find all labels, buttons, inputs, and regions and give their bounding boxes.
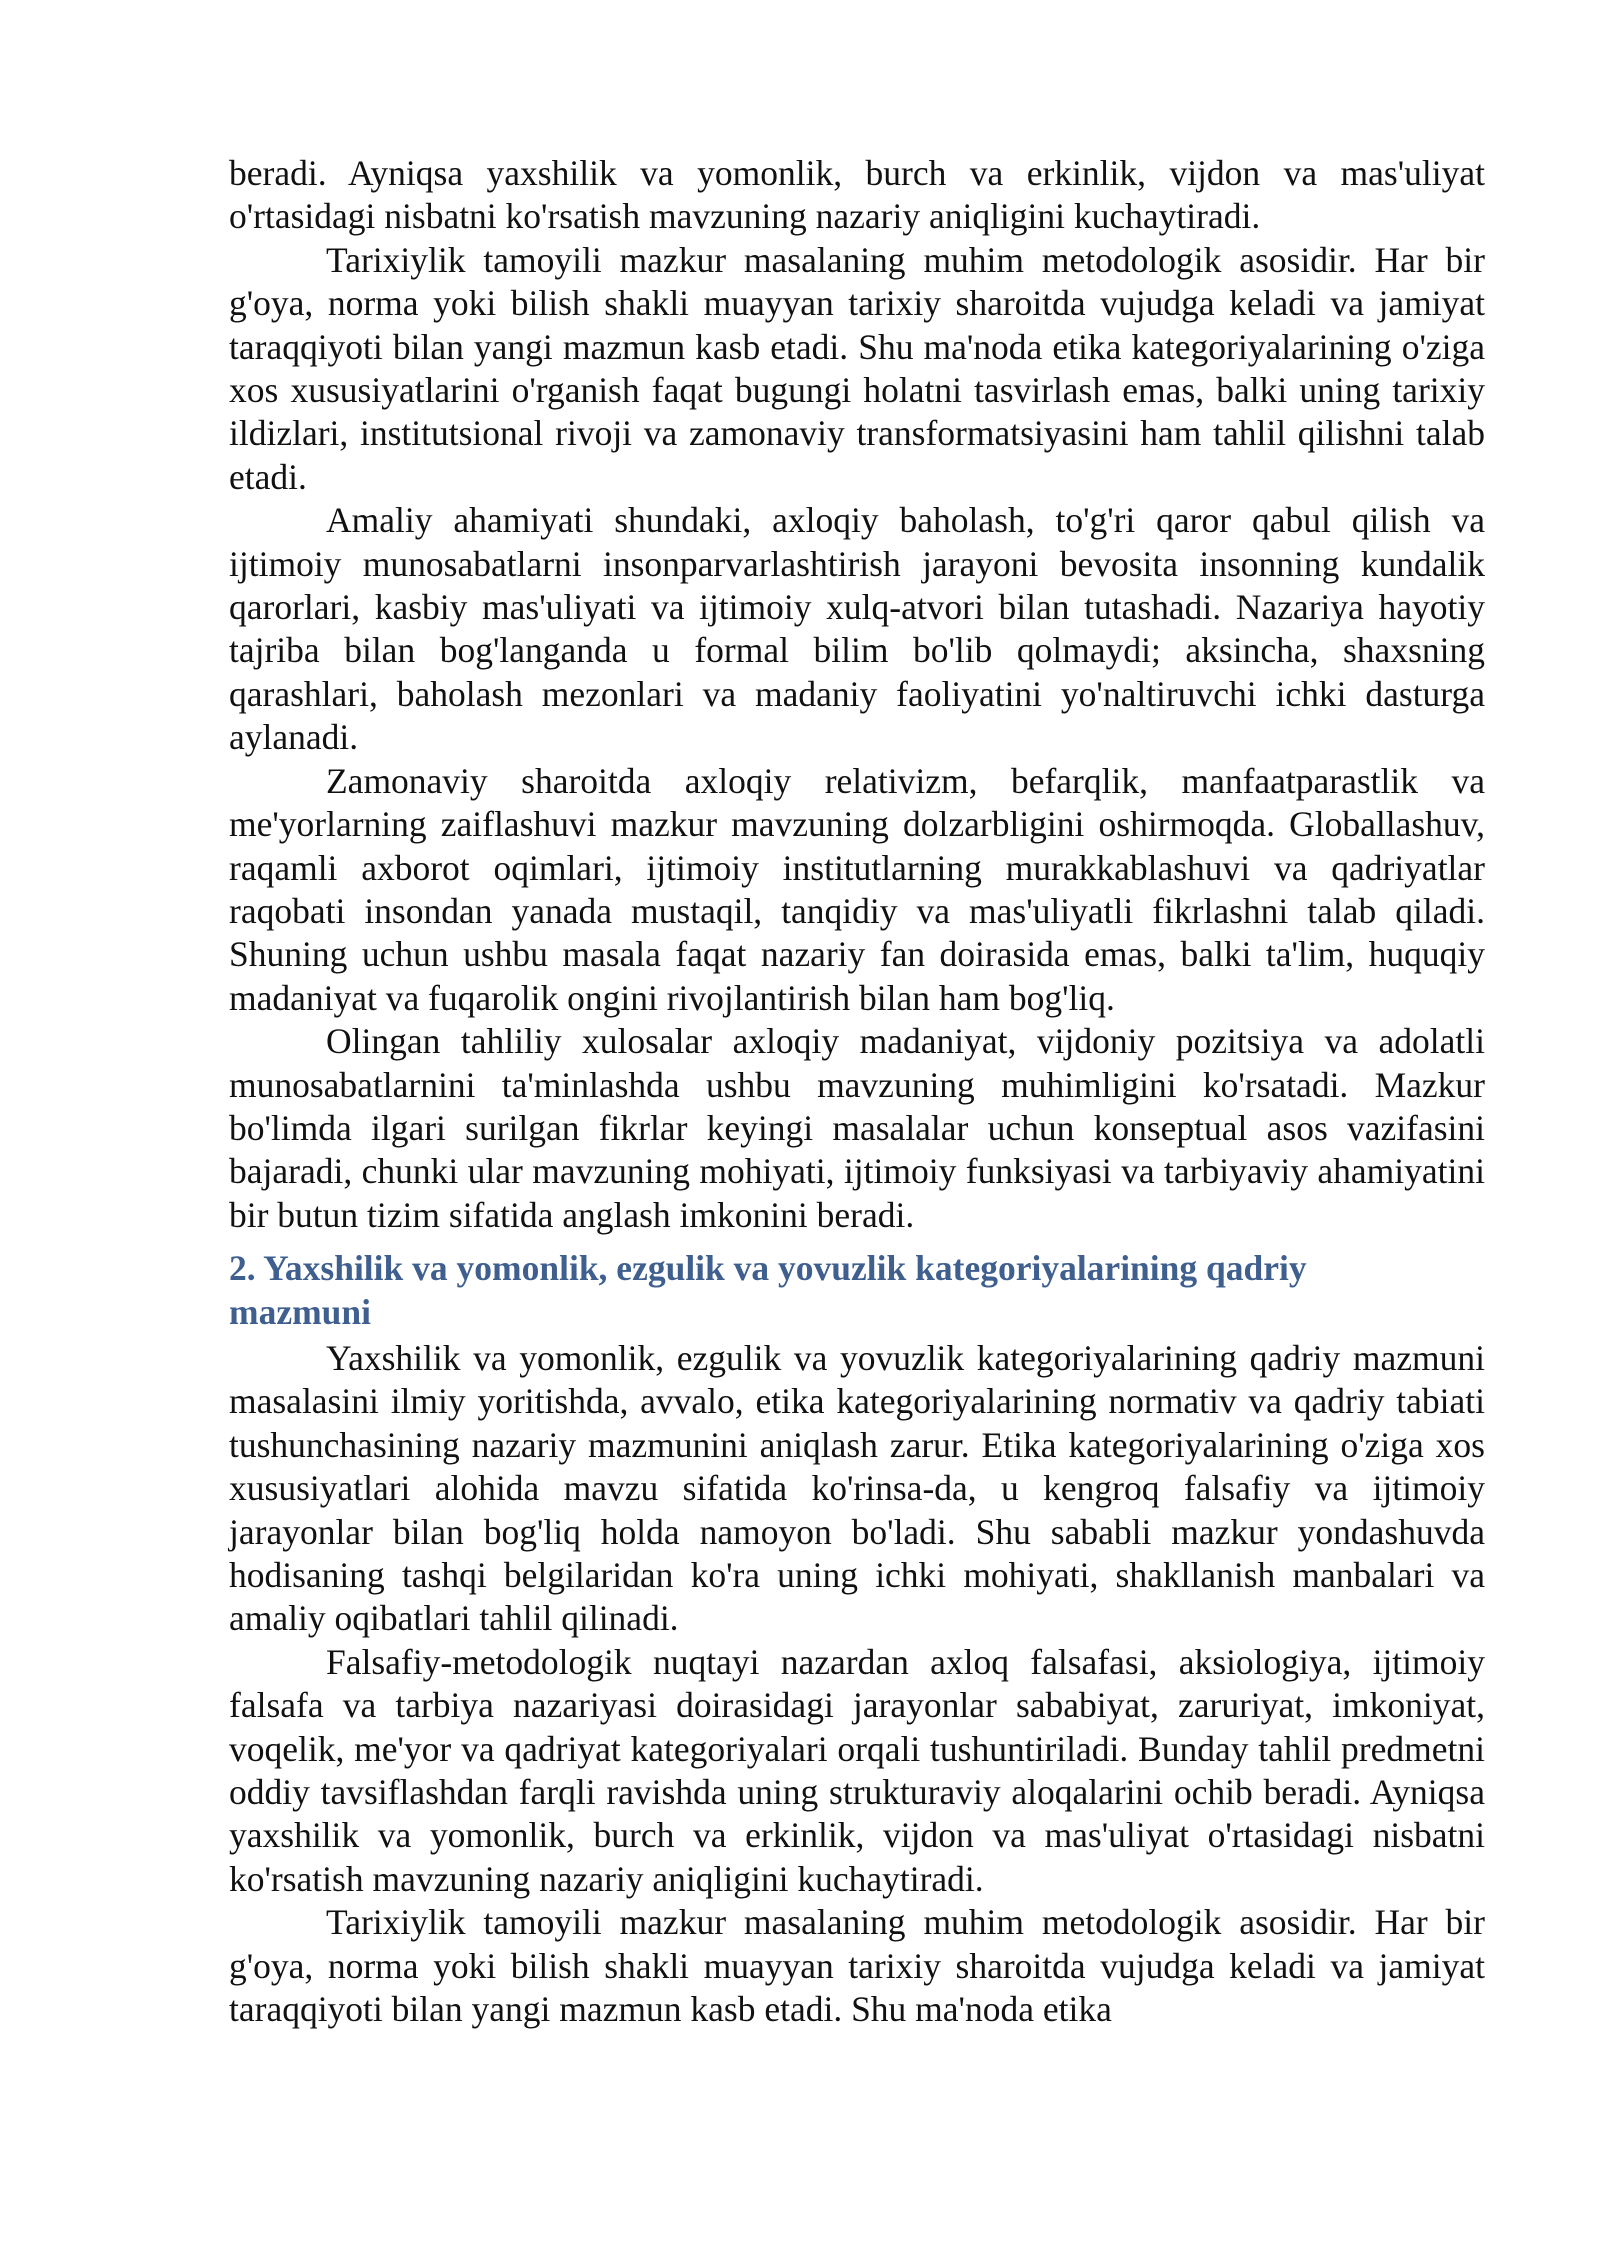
document-page bbox=[229, 152, 1485, 2031]
paragraph-historicity-repeat: Tarixiylik tamoyili mazkur masalaning muhim metodologik asosidir. Har bir g'oya, norma yoki bilish shakli muayyan tarixiy sharoitda vujudga keladi va jamiyat taraqqiyoti bilan yangi mazmun kasb etadi. Shu ma'noda etika bbox=[229, 1902, 1485, 2030]
paragraph-conclusions: Olingan tahliliy xulosalar axloqiy madaniyat, vijdoniy pozitsiya va adolatli munosabatlarnini ta'minlashda ushbu mavzuning muhimligini ko'rsatadi. Mazkur bo'limda ilgari surilgan fikrlar keyingi masalalar uchun konseptual asos vazifasini bajaradi, chunki ular mavzuning mohiyati, ijtimoiy funksiyasi va tarbiyaviy ahamiyatini bir butun tizim sifatida anglash imkonini beradi. bbox=[229, 1021, 1485, 1235]
paragraph-modern-conditions: Zamonaviy sharoitda axloqiy relativizm, befarqlik, manfaatparastlik va me'yorlarning zaiflashuvi mazkur mavzuning dolzarbligini oshirmoqda. Globallashuv, raqamli axborot oqimlari, ijtimoiy institutlarning murakkablashuvi va qadriyatlar raqobati insondan yanada mustaqil, tanqidiy va mas'uliyatli fikrlashni talab qiladi. Shuning uchun ushbu masala faqat nazariy fan doirasida emas, balki ta'lim, huquqiy madaniyat va fuqarolik ongini rivojlantirish bilan ham bog'liq. bbox=[229, 760, 1485, 1018]
paragraph-continued: beradi. Ayniqsa yaxshilik va yomonlik, burch va erkinlik, vijdon va mas'uliyat o'rtasidagi nisbatni ko'rsatish mavzuning nazariy aniqligini kuchaytiradi. bbox=[229, 153, 1485, 237]
section-heading: 2. Yaxshilik va yomonlik, ezgulik va yovuzlik kategoriyalarining qadriy mazmuni bbox=[229, 1248, 1307, 1332]
paragraph-practical-significance: Amaliy ahamiyati shundaki, axloqiy baholash, to'g'ri qaror qabul qilish va ijtimoiy munosabatlarni insonparvarlashtirish jarayoni bevosita insonning kundalik qarorlari, kasbiy mas'uliyati va ijtimoiy xulq-atvori bilan tutashadi. Nazariya hayotiy tajriba bilan bog'langanda u formal bilim bo'lib qolmaydi; aksincha, shaxsning qarashlari, baholash mezonlari va madaniy faoliyatini yo'naltiruvchi ichki dasturga aylanadi. bbox=[229, 500, 1485, 758]
paragraph-section-intro: Yaxshilik va yomonlik, ezgulik va yovuzlik kategoriyalarining qadriy mazmuni masalasini ilmiy yoritishda, avvalo, etika kategoriyalarining normativ va qadriy tabiati tushunchasining nazariy mazmunini aniqlash zarur. Etika kategoriyalarining o'ziga xos xususiyatlari alohida mavzu sifatida ko'rinsa-da, u kengroq falsafiy va ijtimoiy jarayonlar bilan bog'liq holda namoyon bo'ladi. Shu sababli mazkur yondashuvda hodisaning tashqi belgilaridan ko'ra uning ichki mohiyati, shakllanish manbalari va amaliy oqibatlari tahlil qilinadi. bbox=[229, 1337, 1485, 1639]
paragraph-methodology: Falsafiy-metodologik nuqtayi nazardan axloq falsafasi, aksiologiya, ijtimoiy falsafa va tarbiya nazariyasi doirasidagi jarayonlar sababiyat, zaruriyat, imkoniyat, voqelik, me'yor va qadriyat kategoriyalari orqali tushuntiriladi. Bunday tahlil predmetni oddiy tavsiflashdan farqli ravishda uning strukturaviy aloqalarini ochib beradi. Ayniqsa yaxshilik va yomonlik, burch va erkinlik, vijdon va mas'uliyat o'rtasidagi nisbatni ko'rsatish mavzuning nazariy aniqligini kuchaytiradi. bbox=[229, 1641, 1485, 1899]
paragraph-historicity: Tarixiylik tamoyili mazkur masalaning muhim metodologik asosidir. Har bir g'oya, norma yoki bilish shakli muayyan tarixiy sharoitda vujudga keladi va jamiyat taraqqiyoti bilan yangi mazmun kasb etadi. Shu ma'noda etika kategoriyalarining o'ziga xos xususiyatlarini o'rganish faqat bugungi holatni tasvirlash emas, balki uning tarixiy ildizlari, institutsional rivoji va zamonaviy transformatsiyasini ham tahlil qilishni talab etadi. bbox=[229, 239, 1485, 497]
